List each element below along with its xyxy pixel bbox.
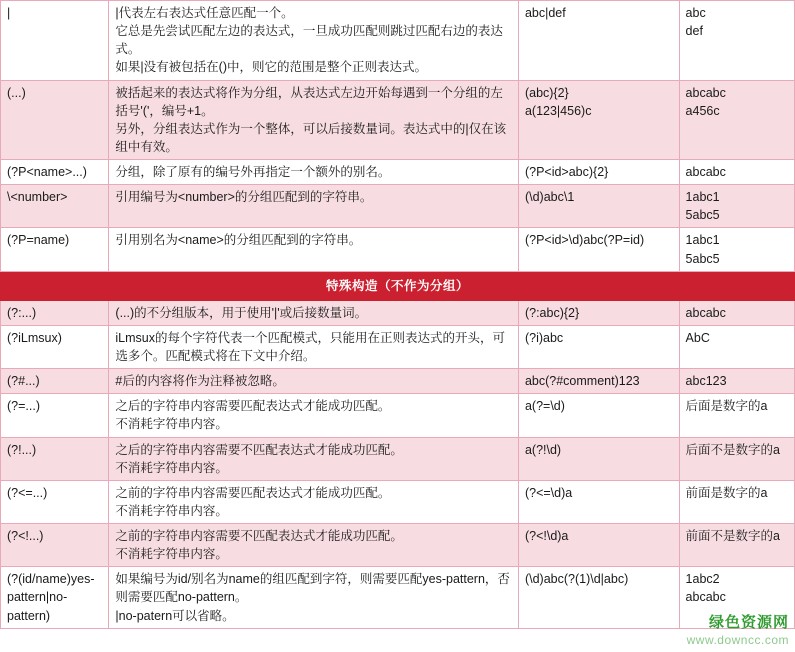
match-line: 1abc1 [685, 190, 720, 205]
syntax-text: (?(id/name)yes-pattern|no-pattern) [7, 572, 95, 623]
table-row [1, 524, 795, 567]
cell-match [679, 300, 794, 325]
syntax-text: (?:...) [7, 305, 37, 320]
cell-expression [518, 300, 679, 325]
cell-syntax [1, 394, 109, 437]
cell-description [109, 524, 519, 567]
match-line: abc123 [685, 374, 727, 389]
syntax-text: \<number> [7, 190, 68, 205]
description-line: (...)的不分组版本，用于使用'|'或后接数量词。 [115, 305, 368, 320]
description-line: 如果|没有被包括在()中，则它的范围是整个正则表达式。 [115, 60, 427, 75]
table-row [1, 325, 795, 368]
cell-description [109, 369, 519, 394]
match-line: 前面不是数字的a [685, 529, 780, 543]
cell-match [679, 160, 794, 185]
syntax-text: (...) [7, 85, 26, 100]
cell-expression [518, 437, 679, 480]
cell-expression [518, 325, 679, 368]
cell-syntax [1, 567, 109, 628]
syntax-text: (?<=...) [7, 485, 48, 500]
cell-description [109, 228, 519, 271]
cell-syntax [1, 524, 109, 567]
cell-expression [518, 480, 679, 523]
cell-syntax [1, 300, 109, 325]
match-line: abc [685, 6, 706, 20]
description-line: 另外，分组表达式作为一个整体，可以后接数量词。表达式中的|仅在该组中有效。 [115, 121, 507, 154]
cell-description [109, 394, 519, 437]
match-line: abcabc [685, 85, 726, 100]
table-row [1, 228, 795, 271]
cell-match [679, 437, 794, 480]
table-body [1, 1, 795, 629]
expression-line: (?<=\d)a [524, 485, 573, 500]
expression-line: a(?=\d) [524, 399, 565, 414]
expression-line: a(123|456)c [524, 103, 592, 118]
expression-line: (?P<id>\d)abc(?P=id) [524, 233, 645, 248]
cell-match [679, 394, 794, 437]
cell-match [679, 325, 794, 368]
cell-match [679, 228, 794, 271]
cell-syntax [1, 80, 109, 160]
match-line: 1abc1 [685, 233, 720, 248]
description-line: |no-patern可以省略。 [115, 608, 235, 623]
cell-description [109, 300, 519, 325]
table-row [1, 480, 795, 523]
cell-description [109, 185, 519, 228]
table-row [1, 185, 795, 228]
cell-expression [518, 1, 679, 81]
expression-line: a(?!\d) [524, 442, 562, 457]
expression-line: (\d)abc(?(1)\d|abc) [524, 572, 629, 587]
description-line: 不消耗字符串内容。 [115, 417, 228, 432]
table-row [1, 394, 795, 437]
cell-match [679, 480, 794, 523]
cell-description [109, 1, 519, 81]
table-row [1, 80, 795, 160]
match-line: abcabc [685, 165, 726, 179]
cell-expression [518, 185, 679, 228]
expression-line: (?i)abc [524, 330, 564, 345]
watermark-site-url: www.downcc.com [686, 633, 789, 647]
table-row [1, 437, 795, 480]
expression-line: (\d)abc\1 [524, 190, 575, 205]
description-line: 不消耗字符串内容。 [115, 460, 228, 475]
cell-expression [518, 160, 679, 185]
cell-match [679, 185, 794, 228]
cell-syntax [1, 480, 109, 523]
syntax-text: (?<!...) [7, 529, 44, 543]
description-line: 之后的字符串内容需要不匹配表达式才能成功匹配。 [115, 442, 403, 457]
match-line: abcabc [685, 590, 726, 605]
cell-syntax [1, 228, 109, 271]
expression-line: (abc){2} [524, 85, 569, 100]
description-line: 引用编号为<number>的分组匹配到的字符串。 [115, 190, 373, 205]
cell-match [679, 524, 794, 567]
watermark-site-name: 绿色资源网 [708, 614, 789, 632]
match-line: 5abc5 [685, 208, 720, 223]
match-line: 1abc2 [685, 572, 720, 587]
syntax-text: (?P<name>...) [7, 165, 87, 179]
table-row [1, 1, 795, 81]
expression-line: (?:abc){2} [524, 305, 580, 320]
cell-description [109, 480, 519, 523]
cell-syntax [1, 160, 109, 185]
table-row [1, 300, 795, 325]
cell-syntax [1, 325, 109, 368]
cell-description [109, 437, 519, 480]
description-line: |代表左右表达式任意匹配一个。 [115, 6, 294, 20]
cell-syntax [1, 437, 109, 480]
match-line: AbC [685, 330, 710, 345]
match-line: a456c [685, 103, 720, 118]
description-line: 分组，除了原有的编号外再指定一个额外的别名。 [115, 165, 391, 179]
syntax-text: (?P=name) [7, 233, 70, 248]
description-line: 引用别名为<name>的分组匹配到的字符串。 [115, 233, 362, 248]
syntax-text: | [7, 6, 11, 20]
table-row [1, 567, 795, 628]
description-line: iLmsux的每个字符代表一个匹配模式，只能用在正则表达式的开头，可选多个。匹配模式将在下文中介绍。 [115, 330, 506, 363]
description-line: 之后的字符串内容需要匹配表达式才能成功匹配。 [115, 399, 391, 414]
match-line: 后面不是数字的a [685, 442, 780, 457]
cell-description [109, 80, 519, 160]
cell-match [679, 369, 794, 394]
description-line: 它总是先尝试匹配左边的表达式，一旦成功匹配则跳过匹配右边的表达式。 [115, 24, 503, 57]
description-line: 不消耗字符串内容。 [115, 503, 228, 518]
cell-match [679, 80, 794, 160]
description-line: #后的内容将作为注释被忽略。 [115, 374, 285, 389]
match-line: 后面是数字的a [685, 399, 768, 414]
section-header-cell: 特殊构造（不作为分组） [1, 271, 795, 300]
cell-syntax [1, 185, 109, 228]
table-row [1, 160, 795, 185]
cell-syntax [1, 369, 109, 394]
cell-description [109, 567, 519, 628]
expression-line: (?<!\d)a [524, 529, 569, 543]
syntax-text: (?#...) [7, 374, 40, 389]
description-line: 如果编号为id/别名为name的组匹配到字符，则需要匹配yes-pattern，否则需要匹配no-pattern。 [115, 572, 510, 605]
cell-expression [518, 80, 679, 160]
cell-expression [518, 369, 679, 394]
cell-expression [518, 567, 679, 628]
cell-description [109, 160, 519, 185]
expression-line: (?P<id>abc){2} [524, 165, 609, 179]
description-line: 之前的字符串内容需要匹配表达式才能成功匹配。 [115, 485, 391, 500]
expression-line: abc|def [524, 6, 566, 20]
match-line: def [685, 24, 703, 39]
syntax-text: (?iLmsux) [7, 330, 62, 345]
expression-line: abc(?#comment)123 [524, 374, 640, 389]
cell-expression [518, 228, 679, 271]
table-row [1, 369, 795, 394]
cell-description [109, 325, 519, 368]
cell-syntax [1, 1, 109, 81]
syntax-text: (?!...) [7, 442, 37, 457]
match-line: abcabc [685, 305, 726, 320]
cell-match [679, 1, 794, 81]
description-line: 不消耗字符串内容。 [115, 547, 228, 562]
match-line: 5abc5 [685, 251, 720, 266]
cell-expression [518, 524, 679, 567]
description-line: 被括起来的表达式将作为分组，从表达式左边开始每遇到一个分组的左括号'('，编号+1。 [115, 85, 503, 118]
section-header-row [1, 271, 795, 300]
cell-match [679, 567, 794, 628]
description-line: 之前的字符串内容需要不匹配表达式才能成功匹配。 [115, 529, 403, 543]
match-line: 前面是数字的a [685, 485, 768, 500]
syntax-text: (?=...) [7, 399, 40, 414]
cell-expression [518, 394, 679, 437]
